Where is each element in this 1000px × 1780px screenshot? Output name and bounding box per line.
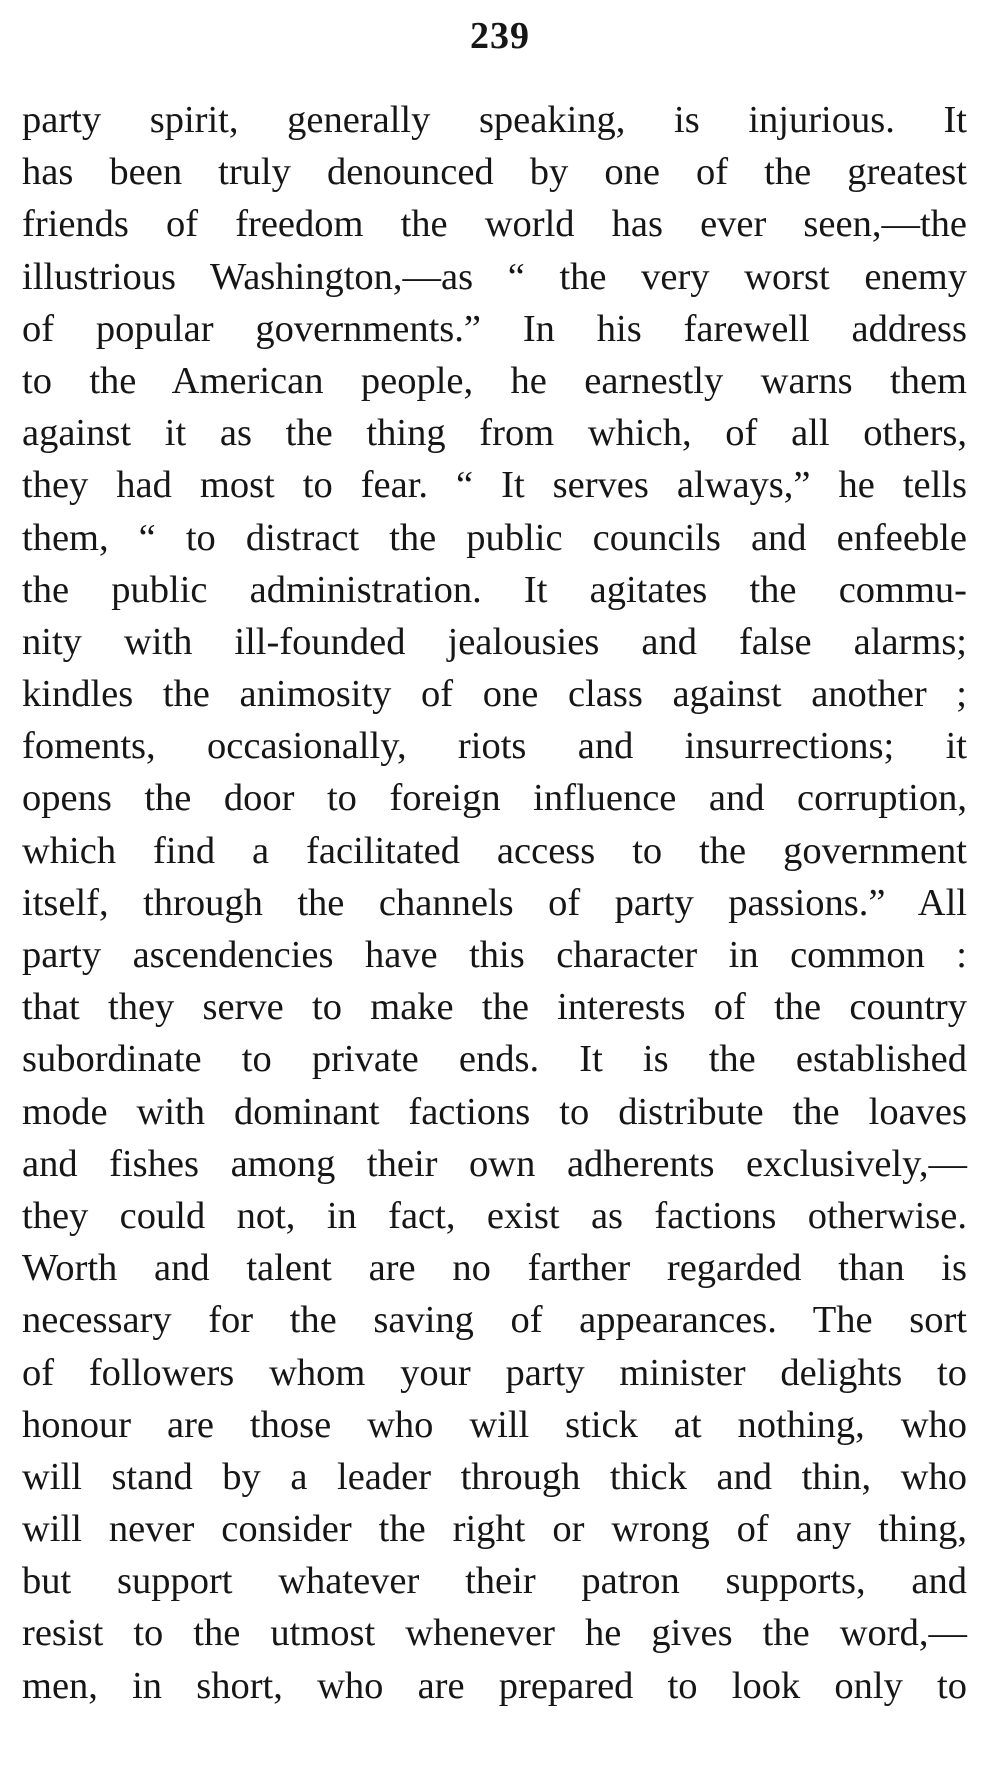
- text-line: illustrious Washington,—as “ the very worst enemy: [22, 255, 967, 298]
- text-line: friends of freedom the world has ever seen,—the: [22, 203, 967, 246]
- text-line: they could not, in fact, exist as factions otherwise.: [22, 1194, 967, 1237]
- text-line: men, in short, who are prepared to look only to: [22, 1664, 967, 1707]
- text-line: to the American people, he earnestly warns them: [22, 359, 967, 402]
- text-line: they had most to fear. “ It serves always,” he tells: [22, 464, 967, 507]
- text-line: opens the door to foreign influence and corruption,: [22, 777, 967, 820]
- text-line: them, “ to distract the public councils and enfeeble: [22, 516, 967, 559]
- body-text: [22, 94, 967, 1712]
- text-line: will never consider the right or wrong of any thing,: [22, 1508, 967, 1551]
- text-line: Worth and talent are no farther regarded than is: [22, 1247, 967, 1290]
- text-line: nity with ill-founded jealousies and false alarms;: [22, 620, 967, 663]
- text-line: has been truly denounced by one of the greatest: [22, 151, 967, 194]
- text-line: that they serve to make the interests of the country: [22, 986, 967, 1029]
- text-line: mode with dominant factions to distribute the loaves: [22, 1090, 967, 1133]
- text-line: and fishes among their own adherents exclusively,—: [22, 1142, 967, 1185]
- text-line: foments, occasionally, riots and insurrections; it: [22, 725, 967, 768]
- text-line: subordinate to private ends. It is the established: [22, 1038, 967, 1081]
- text-line: kindles the animosity of one class against another ;: [22, 673, 967, 716]
- text-line: but support whatever their patron supports, and: [22, 1560, 967, 1603]
- text-line: party ascendencies have this character in common :: [22, 934, 967, 976]
- text-line: of followers whom your party minister delights to: [22, 1351, 967, 1394]
- text-line: honour are those who will stick at nothing, who: [22, 1403, 967, 1446]
- text-line: necessary for the saving of appearances. The sort: [22, 1299, 967, 1342]
- text-line: will stand by a leader through thick and thin, who: [22, 1455, 967, 1498]
- text-line: the public administration. It agitates the commu-: [22, 568, 967, 611]
- text-line: of popular governments.” In his farewell address: [22, 307, 967, 350]
- text-line: resist to the utmost whenever he gives the word,—: [22, 1612, 967, 1655]
- text-line: party spirit, generally speaking, is injurious. It: [22, 99, 967, 141]
- text-line: which find a facilitated access to the government: [22, 829, 967, 872]
- text-line: against it as the thing from which, of all others,: [22, 412, 967, 455]
- text-line: itself, through the channels of party passions.” All: [22, 881, 967, 924]
- page-number: 239: [470, 15, 530, 57]
